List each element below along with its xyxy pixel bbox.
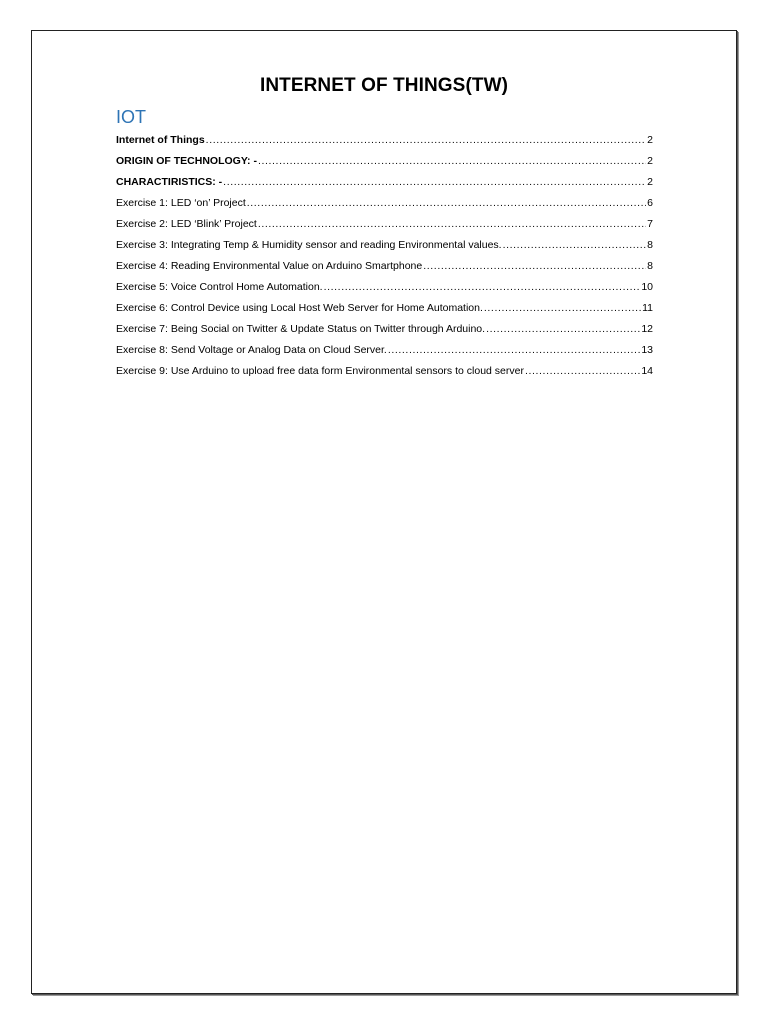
toc-entry-page: 14 (641, 365, 653, 377)
toc-entry[interactable] (116, 278, 653, 299)
toc-entry-page: 8 (647, 239, 653, 251)
toc-entry[interactable] (116, 152, 653, 173)
document-page (31, 30, 737, 994)
toc-entry-page: 12 (641, 323, 653, 335)
toc-dot-leader (486, 320, 640, 338)
toc-dot-leader (484, 299, 641, 317)
toc-entry-label: ORIGIN OF TECHNOLOGY: - (116, 155, 257, 167)
toc-dot-leader (223, 173, 646, 191)
toc-entry-label: Exercise 4: Reading Environmental Value on Arduino Smartphone (116, 260, 423, 272)
toc-entry[interactable] (116, 299, 653, 320)
document-title: INTERNET OF THINGS(TW) (259, 75, 509, 96)
toc-entry-page: 6 (647, 197, 653, 209)
toc-entry-page: 13 (641, 344, 653, 356)
toc-entry-label: Exercise 6: Control Device using Local Host Web Server for Home Automation. (116, 302, 483, 314)
toc-entry-page: 11 (642, 302, 653, 314)
toc-heading: IOT (116, 107, 146, 127)
toc-entry[interactable] (116, 194, 653, 215)
toc-entry[interactable] (116, 341, 653, 362)
toc-entry-page: 7 (647, 218, 653, 230)
toc-entry-label: Exercise 9: Use Arduino to upload free data form Environmental sensors to cloud server (116, 365, 524, 377)
toc-entry-page: 2 (647, 155, 653, 167)
toc-dot-leader (423, 257, 646, 275)
toc-entry[interactable] (116, 257, 653, 278)
toc-dot-leader (324, 278, 641, 296)
toc-dot-leader (503, 236, 647, 254)
toc-entry-label: Exercise 1: LED ‘on’ Project (116, 197, 246, 209)
toc-entry-page: 2 (647, 176, 653, 188)
toc-entry-page: 2 (647, 134, 653, 146)
toc-entry[interactable] (116, 131, 653, 152)
toc-entry[interactable] (116, 236, 653, 257)
toc-entry-label: CHARACTIRISTICS: - (116, 176, 223, 188)
toc-entry[interactable] (116, 362, 653, 383)
toc-dot-leader (388, 341, 640, 359)
toc-entry-label: Exercise 8: Send Voltage or Analog Data on Cloud Server. (116, 344, 387, 356)
toc-entry[interactable] (116, 215, 653, 236)
toc-dot-leader (206, 131, 646, 149)
toc-entry-label: Exercise 5: Voice Control Home Automation. (116, 281, 323, 293)
toc-dot-leader (525, 362, 640, 380)
toc-dot-leader (247, 194, 646, 212)
table-of-contents (116, 131, 653, 383)
toc-dot-leader (258, 215, 646, 233)
toc-entry-page: 8 (647, 260, 653, 272)
toc-entry-label: Exercise 2: LED ‘Blink’ Project (116, 218, 257, 230)
toc-entry-label: Internet of Things (116, 134, 205, 146)
toc-entry-label: Exercise 3: Integrating Temp & Humidity sensor and reading Environmental values. (116, 239, 502, 251)
toc-entry[interactable] (116, 320, 653, 341)
toc-entry-label: Exercise 7: Being Social on Twitter & Update Status on Twitter through Arduino. (116, 323, 486, 335)
toc-dot-leader (258, 152, 646, 170)
toc-entry[interactable] (116, 173, 653, 194)
toc-entry-page: 10 (641, 281, 653, 293)
